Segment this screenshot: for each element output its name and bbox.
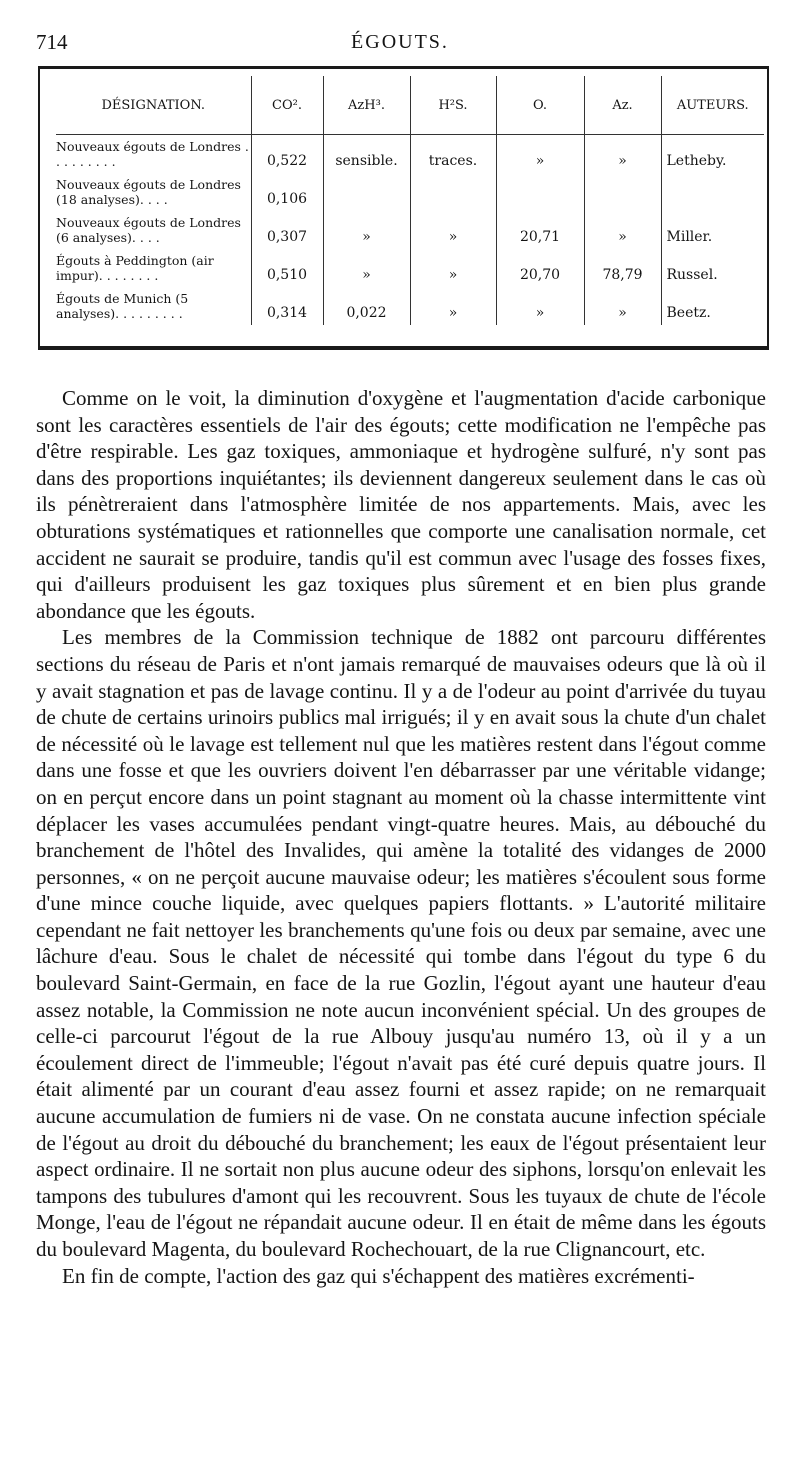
cell-azh3: » [323, 211, 410, 249]
cell-co2: 0,307 [251, 211, 323, 249]
column-header-azh3: AzH³. [323, 76, 410, 135]
cell-h2s: » [410, 287, 496, 325]
column-header-h2s: H²S. [410, 76, 496, 135]
cell-co2: 0,510 [251, 249, 323, 287]
cell-oxygen: » [496, 287, 584, 325]
table-row [56, 173, 764, 211]
cell-designation: Nouveaux égouts de Londres . . . . . . . . . [56, 139, 249, 169]
page-number: 714 [36, 30, 68, 54]
cell-co2: 0,522 [251, 135, 323, 174]
cell-azh3: 0,022 [323, 287, 410, 325]
cell-co2: 0,314 [251, 287, 323, 325]
cell-designation: Nouveaux égouts de Londres (6 analyses). . . . [56, 215, 241, 245]
paragraph: En fin de compte, l'action des gaz qui s'échappent des matières excrémenti- [62, 1263, 695, 1288]
cell-author [661, 173, 764, 211]
cell-author: Beetz. [661, 287, 764, 325]
table-row [56, 287, 764, 325]
cell-designation: Égouts de Munich (5 analyses). . . . . . . . . [56, 291, 189, 321]
paragraph: Les membres de la Commission technique de 1882 ont parcouru différentes sections du réseau de Paris et n'ont jamais remarqué de mauvaises odeurs que là où il y avait stagnation et pas de lavage continu. Il y a de l'odeur au point d'arrivée du tuyau de chute de certains urinoirs publics mal irrigués; il y en avait sous la chute d'un chalet de nécessité où le lavage est tellement nul que les matières restent dans l'égout comme dans une fosse et que les ouvriers doivent l'en débarrasser par une véritable vidange; on en perçut encore dans un point stagnant au moment où la chasse intermittente vint déplacer les vases accumulées pendant vingt-quatre heures. Mais, au débouché du branchement de l'hôtel des Invalides, qui amène la totalité des vidanges de 2000 personnes, « on ne perçoit aucune mauvaise odeur; les matières s'écoulent sous forme d'une mince couche liquide, avec quelques papiers flottants. » L'autorité militaire cependant ne fait nettoyer les branchements qu'une fois ou deux par semaine, avec une lâchure d'eau. Sous le chalet de nécessité qui tombe dans l'égout du type 6 du boulevard Saint-Germain, en face de la rue Gozlin, l'égout ayant une hauteur d'eau assez notable, la Commission ne note aucun inconvénient spécial. Un des groupes de celle-ci parcourut l'égout de la rue Albouy jusqu'au numéro 13, où il y a un écoulement direct de l'immeuble; l'égout n'avait pas été curé depuis quatre jours. Il était alimenté par un courant d'eau assez fourni et assez rapide; on ne remarquait aucune accumulation de fumiers ni de vase. On ne constata aucune infection spéciale de l'égout au droit du débouché du branchement; les eaux de l'égout présentaient leur aspect ordinaire. Il ne sortait non plus aucune odeur des siphons, lorsqu'on enlevait les tampons des tubulures d'amont qui les recouvrent. Sous les tuyaux de chute de l'école Monge, l'eau de l'égout ne répandait aucune odeur. Il en était de même dans les égouts du boulevard Magenta, du boulevard Rochechouart, de la rue Clignancourt, etc. [36, 625, 766, 1261]
table-row [56, 249, 764, 287]
cell-co2: 0,106 [251, 173, 323, 211]
cell-azote: » [584, 211, 661, 249]
cell-h2s [410, 173, 496, 211]
cell-azote: » [584, 135, 661, 174]
table-row [56, 135, 764, 174]
cell-h2s: » [410, 249, 496, 287]
cell-oxygen [496, 173, 584, 211]
column-header-co2: CO². [251, 76, 323, 135]
cell-oxygen: » [496, 135, 584, 174]
cell-azh3: sensible. [323, 135, 410, 174]
cell-oxygen: 20,70 [496, 249, 584, 287]
cell-azote: 78,79 [584, 249, 661, 287]
cell-azote [584, 173, 661, 211]
cell-azh3: » [323, 249, 410, 287]
running-title: ÉGOUTS. [351, 31, 449, 53]
column-header-authors: AUTEURS. [661, 76, 764, 135]
table-header-row [56, 76, 764, 135]
cell-author: Letheby. [661, 135, 764, 174]
cell-author: Russel. [661, 249, 764, 287]
cell-h2s: » [410, 211, 496, 249]
body-text [36, 385, 766, 1289]
data-table [56, 76, 764, 325]
cell-h2s: traces. [410, 135, 496, 174]
gas-analysis-table [38, 66, 769, 350]
cell-designation: Nouveaux égouts de Londres (18 analyses). . . . [56, 177, 241, 207]
column-header-designation: DÉSIGNATION. [56, 76, 251, 135]
column-header-oxygen: O. [496, 76, 584, 135]
cell-author: Miller. [661, 211, 764, 249]
cell-azote: » [584, 287, 661, 325]
cell-designation: Égouts à Peddington (air impur). . . . . . . . [56, 253, 214, 283]
paragraph: Comme on le voit, la diminution d'oxygène et l'augmentation d'acide carbonique sont les caractères essentiels de l'air des égouts; cette modification ne l'empêche pas d'être respirable. Les gaz toxiques, ammoniaque et hydrogène sulfuré, n'y sont pas dans des proportions inquiétantes; ils deviennent dangereux seulement dans le cas où ils pénètreraient dans l'atmosphère limitée de nos appartements. Mais, avec les obturations systématiques et rationnelles que comporte une canalisation normale, cet accident ne saurait se produire, tandis qu'il est commun avec l'usage des fosses fixes, qui d'ailleurs produisent les gaz toxiques plus sûrement et en bien plus grande abondance que les égouts. [36, 386, 766, 623]
column-header-azote: Az. [584, 76, 661, 135]
cell-azh3 [323, 173, 410, 211]
cell-oxygen: 20,71 [496, 211, 584, 249]
table-row [56, 211, 764, 249]
